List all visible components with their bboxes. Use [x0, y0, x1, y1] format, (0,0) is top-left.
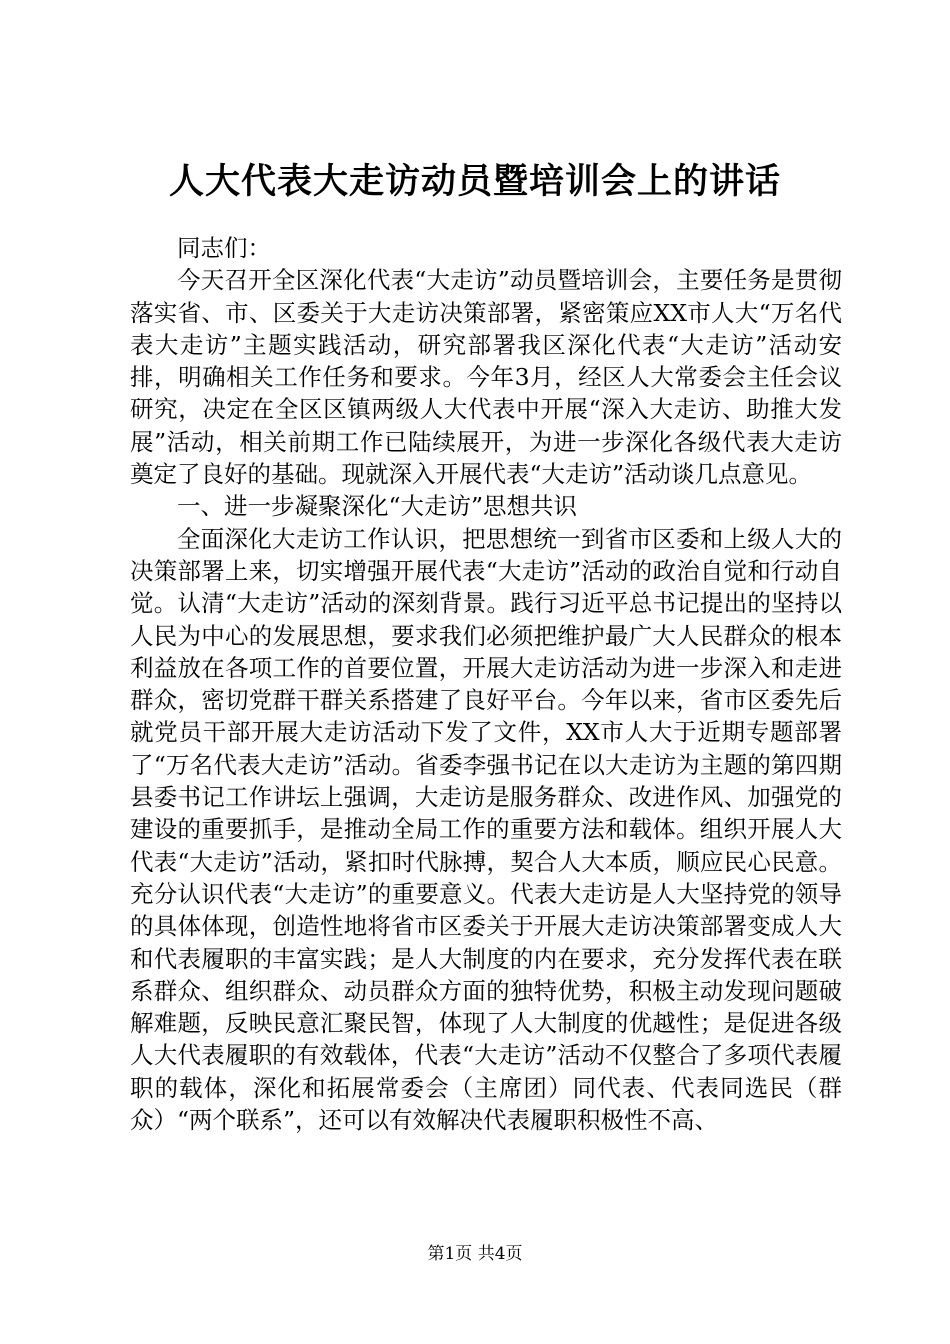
document-title: 人大代表大走访动员暨培训会上的讲话: [168, 161, 781, 202]
paragraph-section-1: 全面深化大走访工作认识，把思想统一到省市区委和上级人大的决策部署上来，切实增强开展代表“大走访”活动的政治自觉和行动自觉。认清“大走访”活动的深刻背景。践行习近平总书记提出的坚持以人民为中心的发展思想，要求我们必须把维护最广大人民群众的根本利益放在各项工作的首要位置，开展大走访活动为进一步深入和走进群众，密切党群干群关系搭建了良好平台。今年以来，省市区委先后就党员干部开展大走访活动下发了文件，XX市人大于近期专题部署了“万名代表大走访”活动。省委李强书记在以大走访为主题的第四期县委书记工作讲坛上强调，大走访是服务群众、改进作风、加强党的建设的重要抓手，是推动全局工作的重要方法和载体。组织开展人大代表“大走访”活动，紧扣时代脉搏，契合人大本质，顺应民心民意。充分认识代表“大走访”的重要意义。代表大走访是人大坚持党的领导的具体体现，创造性地将省市区委关于开展大走访决策部署变成人大和代表履职的丰富实践；是人大制度的内在要求，充分发挥代表在联系群众、组织群众、动员群众方面的独特优势，积极主动发现问题破解难题，反映民意汇聚民智，体现了人大制度的优越性；是促进各级人大代表履职的有效载体，代表“大走访”活动不仅整合了多项代表履职的载体，深化和拓展常委会（主席团）同代表、代表同选民（群众）“两个联系”，还可以有效解决代表履职积极性不高、: [130, 524, 842, 1135]
document-body: [130, 232, 842, 1136]
page-footer: 第1页 共4页: [427, 1244, 523, 1264]
section-heading-1: 一、进一步凝聚深化“大走访”思想共识: [177, 492, 578, 521]
paragraph-intro: 今天召开全区深化代表“大走访”动员暨培训会，主要任务是贯彻落实省、市、区委关于大走访决策部署，紧密策应XX市人大“万名代表大走访”主题实践活动，研究部署我区深化代表“大走访”活动安排，明确相关工作任务和要求。今年3月，经区人大常委会主任会议研究，决定在全区区镇两级人大代表中开展“深入大走访、助推大发展”活动，相关前期工作已陆续展开，为进一步深化各级代表大走访奠定了良好的基础。现就深入开展代表“大走访”活动谈几点意见。: [130, 266, 842, 489]
salutation: 同志们：: [177, 234, 271, 262]
